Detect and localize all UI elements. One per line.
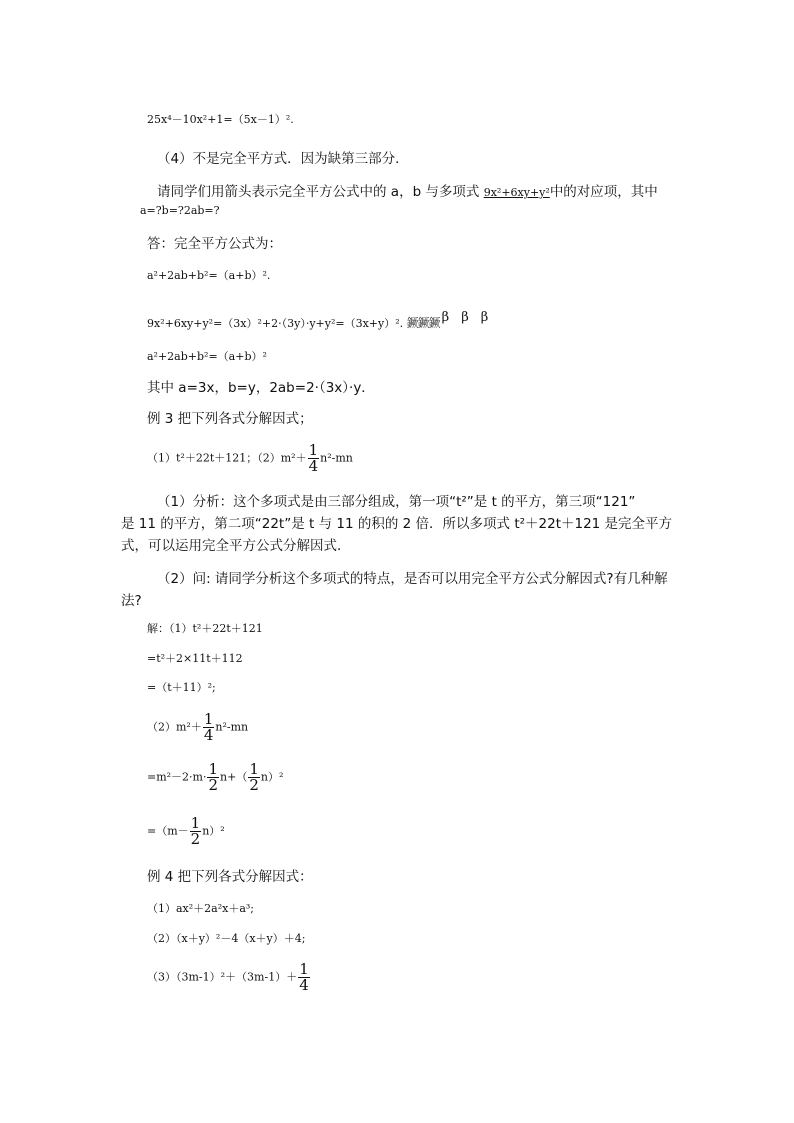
solution-line: （2）m²＋ $\frac{1}{4}$ n²-mn (147, 710, 249, 744)
text-line: （4）不是完全平方式．因为缺第三部分． (157, 151, 409, 167)
answer-label: 答：完全平方公式为： (147, 236, 282, 252)
paragraph-line: 式，可以运用完全平方公式分解因式． (121, 538, 351, 554)
formula-line: 9x²+6xy+y²=（3x）²+2·（3y）·y+y²=（3x+y）². 鐝鐝鐝 β β β (147, 310, 489, 330)
fraction: $\frac{1}{2}$ (208, 760, 219, 794)
solution-line: 解：（1）t²＋22t＋121 (147, 622, 263, 635)
formula-line: a²+2ab+b²=（a+b）². (147, 269, 271, 282)
example-heading: 例 3 把下列各式分解因式； (147, 411, 313, 427)
fraction: $\frac{1}{4}$ (203, 710, 214, 744)
paragraph-line: （1）分析：这个多项式是由三部分组成，第一项“t²”是 t 的平方，第三项“121” (157, 494, 636, 510)
formula-line: a²+2ab+b²=（a+b）² (147, 350, 267, 363)
fraction: $\frac{1}{4}$ (308, 441, 319, 475)
exercise-line: （1）ax²＋2a²x＋a³; (147, 902, 255, 915)
exercise-line: （3）（3m-1）²＋（3m-1）＋ $\frac{1}{4}$ (147, 960, 309, 994)
fraction: $\frac{1}{2}$ (190, 814, 201, 848)
paragraph-line: 法? (121, 593, 142, 609)
equation-line: 25x⁴－10x²+1=（5x－1）². (147, 113, 294, 126)
solution-line: =t²＋2×11t＋112 (147, 652, 243, 665)
question-line: 请同学们用箭头表示完全平方公式中的 a，b 与多项式 9x²+6xy+y²中的对应项，其中 (157, 184, 658, 200)
paragraph-line: （2）问: 请同学分析这个多项式的特点，是否可以用完全平方公式分解因式?有几种解 (157, 571, 668, 587)
text-line: 其中 a=3x，b=y，2ab=2·（3x）·y． (147, 380, 375, 396)
solution-line: =（t＋11）²; (147, 681, 216, 694)
question-line-cont: a=?b=?2ab=? (140, 204, 220, 217)
paragraph-line: 是 11 的平方，第二项“22t”是 t 与 11 的积的 2 倍．所以多项式 t²＋22t＋121 是完全平方 (121, 516, 673, 532)
exercise-line: （2）（x＋y）²－4（x＋y）＋4; (147, 932, 306, 945)
solution-line: =m²－2·m· $\frac{1}{2}$ n+（ $\frac{1}{2}$ n）² (147, 760, 284, 794)
example-heading: 例 4 把下列各式分解因式： (147, 869, 313, 885)
fraction: $\frac{1}{4}$ (299, 960, 309, 994)
fraction: $\frac{1}{2}$ (249, 760, 259, 794)
exercise-line: （1）t²＋22t＋121；（2）m²＋ $\frac{1}{4}$ n²-mn (147, 441, 353, 475)
solution-line: =（m－ $\frac{1}{2}$ n）² (147, 814, 225, 848)
